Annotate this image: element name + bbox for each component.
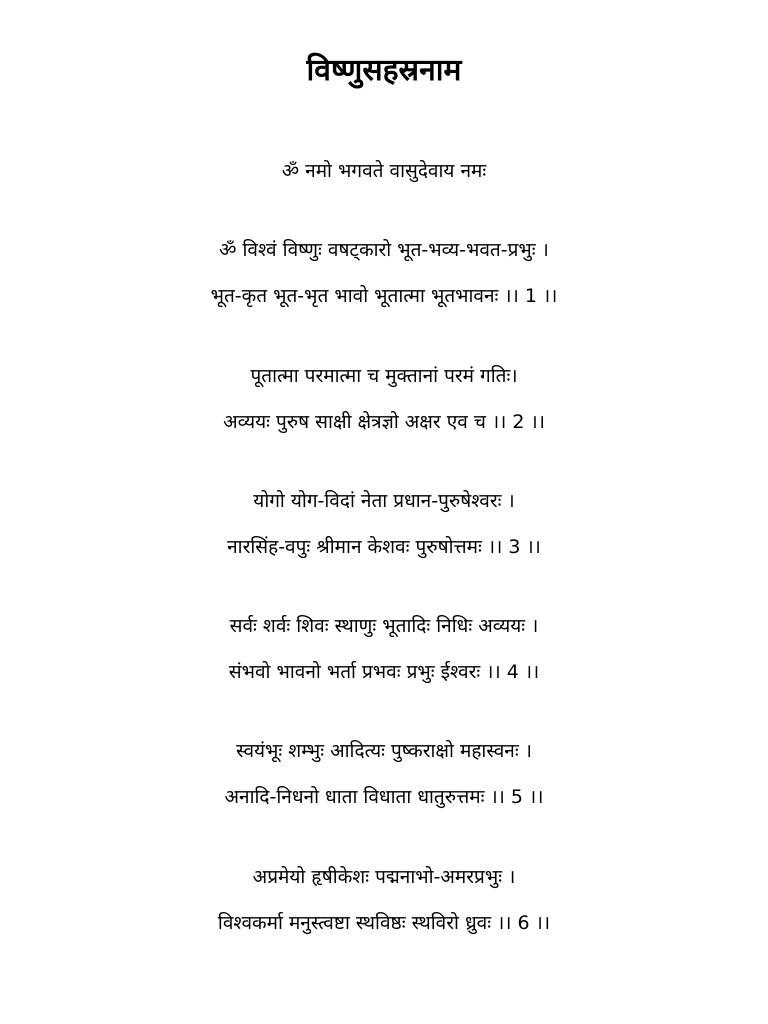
- verse-6-line-1: अप्रमेयो हृषीकेशः पद्मनाभो-अमरप्रभुः ।: [252, 866, 516, 888]
- invocation-line: ॐ नमो भगवते वासुदेवाय नमः: [281, 160, 487, 182]
- verse-6: [0, 861, 768, 939]
- verse-3-line-2: नारसिंह-वपुः श्रीमान केशवः पुरुषोत्तमः ।। 3 ।।: [227, 536, 541, 558]
- verse-3-line-1: योगो योग-विदां नेता प्रधान-पुरुषेश्वरः ।: [253, 490, 515, 512]
- verse-3: [0, 485, 768, 563]
- verse-2: [0, 360, 768, 438]
- verse-4: [0, 610, 768, 688]
- verse-1: [0, 234, 768, 312]
- verse-4-line-2: संभवो भावनो भर्ता प्रभवः प्रभुः ईश्वरः ।। 4 ।।: [228, 661, 540, 683]
- verse-2-line-2: अव्ययः पुरुष साक्षी क्षेत्रज्ञो अक्षर एव च ।। 2 ।।: [223, 411, 545, 433]
- verse-6-line-2: विश्वकर्मा मनुस्त्वष्टा स्थविष्ठः स्थविरो ध्रुवः ।। 6 ।।: [217, 912, 551, 934]
- verse-4-line-1: सर्वः शर्वः शिवः स्थाणुः भूतादिः निधिः अव्ययः ।: [229, 615, 539, 637]
- verse-5-line-1: स्वयंभूः शम्भुः आदित्यः पुष्कराक्षो महास्वनः ।: [236, 740, 532, 762]
- verse-1-line-1: ॐ विश्वं विष्णुः वषट्कारो भूत-भव्य-भवत-प्रभुः ।: [219, 239, 549, 261]
- verse-1-line-2: भूत-कृत भूत-भृत भावो भूतात्मा भूतभावनः ।। 1 ।।: [210, 285, 558, 307]
- verse-5-line-2: अनादि-निधनो धाता विधाता धातुरुत्तमः ।। 5 ।।: [224, 786, 544, 808]
- page-title: विष्णुसहस्रनाम: [306, 53, 462, 88]
- verse-5: [0, 735, 768, 813]
- verse-2-line-1: पूतात्मा परमात्मा च मुक्तानां परमं गतिः।: [250, 365, 518, 387]
